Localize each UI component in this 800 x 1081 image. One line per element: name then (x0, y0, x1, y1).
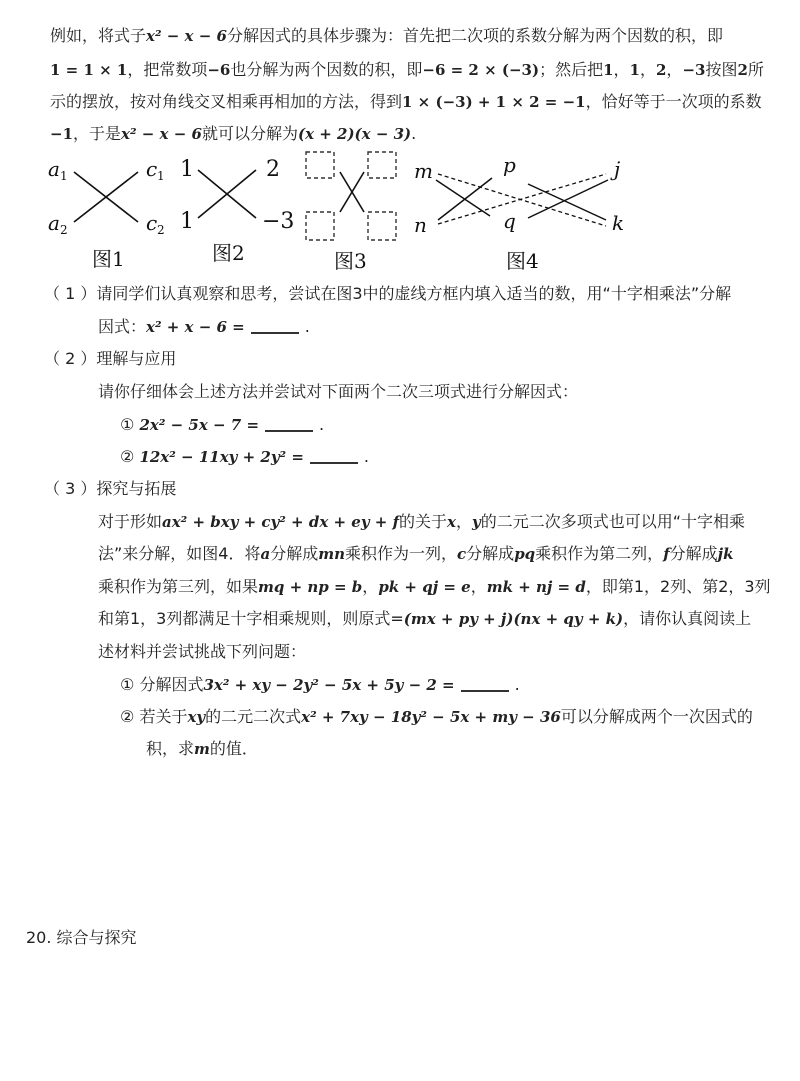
fig1-a1: a (48, 157, 60, 181)
fig4-j: j (614, 157, 621, 181)
fig3-box-top-left[interactable] (306, 152, 334, 178)
fig4-m: m (414, 159, 433, 183)
figure-3 (306, 152, 396, 273)
fig3-box-bottom-left[interactable] (306, 212, 334, 240)
fig3-box-top-right[interactable] (368, 152, 396, 178)
fig2-caption: 图2 (212, 241, 245, 265)
svg-text:1: 1 (157, 169, 165, 183)
fig1-a2: a (48, 211, 60, 235)
figure-2 (180, 157, 294, 265)
fig3-box-bottom-right[interactable] (368, 212, 396, 240)
q3-line-4: 和第1，3列都满足十字相乘规则，则原式=(mx + py + j)(nx + qy + k)，请你认真阅读上 (98, 609, 752, 628)
fig2-br: −3 (262, 209, 295, 234)
fig1-c2: c (146, 211, 158, 235)
figure-1 (48, 157, 165, 271)
svg-text:2: 2 (157, 223, 165, 237)
q2-desc-line: 请你仔细体会上述方法并尝试对下面两个二次三项式进行分解因式： (98, 382, 579, 401)
q3-item-2-line-2: 积，求m的值． (146, 739, 258, 758)
fig4-caption: 图4 (506, 249, 539, 273)
q3-line-5: 述材料并尝试挑战下列问题： (98, 642, 307, 661)
q2-item-1-blank[interactable] (265, 416, 313, 432)
q3-line-3: 乘积作为第三列，如果mq + np = b，pk + qj = e，mk + nj = d，即第1，2列、第2，3列 (98, 577, 771, 596)
fig2-tl: 1 (180, 157, 194, 182)
intro-line-1: 例如，将式子x² − x − 6分解因式的具体步骤为：首先把二次项的系数分解为两个因数的积，即 (50, 26, 723, 45)
fig2-bl: 1 (180, 209, 194, 234)
q3-number: （ 3 ） (44, 479, 97, 498)
q1-number: （ 1 ） (44, 284, 97, 303)
intro-line-3: 示的摆放，按对角线交叉相乘再相加的方法，得到1 × (−3) + 1 × 2 = −1，恰好等于一次项的系数 (50, 92, 762, 111)
q2-number: （ 2 ） (44, 349, 97, 368)
q1-line-2: 因式：x² + x − 6 = . (98, 317, 310, 336)
q3-line-2: 法”来分解，如图4．将a分解成mn乘积作为一列，c分解成pq乘积作为第二列，f分解成jk (98, 544, 734, 563)
q2-item-2-blank[interactable] (310, 448, 358, 464)
svg-text:1: 1 (60, 169, 68, 183)
q3-item-2: ② 若关于xy的二元二次式x² + 7xy − 18y² − 5x + my − 36可以分解成两个一次因式的 (120, 707, 753, 726)
fig1-c1: c (146, 157, 158, 181)
q3-item-1-blank[interactable] (461, 676, 509, 692)
q2-title-line: （ 2 ）理解与应用 (44, 349, 177, 368)
q1-line-1: （ 1 ）请同学们认真观察和思考，尝试在图3中的虚线方框内填入适当的数，用“十字相乘法”分解 (44, 284, 732, 303)
fig1-caption: 图1 (92, 247, 125, 271)
q2-item-1: ① 2x² − 5x − 7 = . (120, 415, 325, 434)
fig3-caption: 图3 (334, 249, 367, 273)
fig4-n: n (414, 213, 427, 237)
cross-multiplication-figures (40, 150, 640, 280)
svg-text:2: 2 (60, 223, 68, 237)
fig4-k: k (612, 211, 625, 235)
fig4-p: p (503, 153, 516, 177)
intro-line-2: 1 = 1 × 1，把常数项−6也分解为两个因数的积，即−6 = 2 × (−3)；然后把1，1，2，−3按图2所 (50, 60, 764, 79)
q3-title-line: （ 3 ）探究与拓展 (44, 479, 177, 498)
figure-4 (414, 153, 624, 273)
q1-answer-blank[interactable] (251, 318, 299, 334)
fig4-solid-line-p-n (438, 178, 492, 220)
intro-line-4: −1，于是x² − x − 6就可以分解为(x + 2)(x − 3). (50, 124, 417, 143)
q2-item-2: ② 12x² − 11xy + 2y² = . (120, 447, 369, 466)
q3-item-1: ① 分解因式3x² + xy − 2y² − 5x + 5y − 2 = . (120, 675, 520, 694)
fig2-tr: 2 (266, 157, 280, 182)
fig4-q: q (503, 209, 516, 233)
next-question-heading: 20. 综合与探究 (26, 928, 137, 947)
q3-line-1: 对于形如ax² + bxy + cy² + dx + ey + f的关于x，y的二元二次多项式也可以用“十字相乘 (98, 512, 746, 531)
